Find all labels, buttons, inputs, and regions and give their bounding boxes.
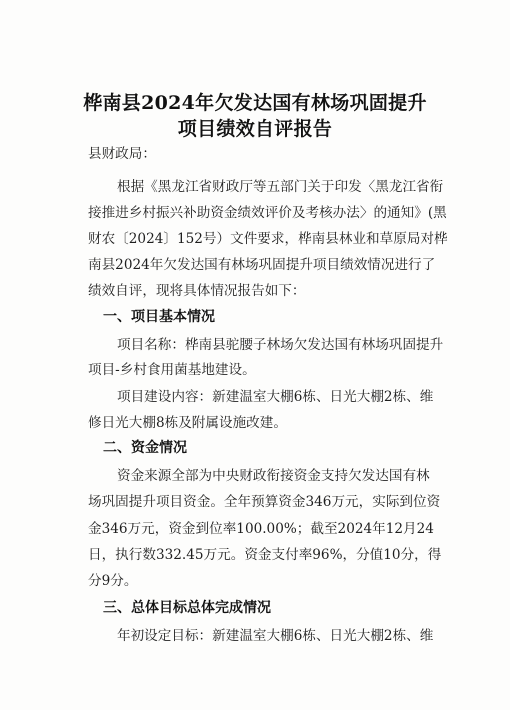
section1-line: 项目建设内容：新建温室大棚6栋、日光大棚2栋、维	[117, 389, 434, 405]
document-title-line2: 项目绩效自评报告	[177, 118, 333, 140]
section2-line: 日，执行数332.45万元。资金支付率96%，分值10分，得	[88, 547, 442, 563]
body-line: 接推进乡村振兴补助资金绩效评价及考核办法〉的通知》(黑	[88, 205, 447, 221]
section2-line: 资金来源全部为中央财政衔接资金支持欠发达国有林	[117, 468, 430, 484]
body-line: 根据《黑龙江省财政厅等五部门关于印发〈黑龙江省衔	[117, 179, 444, 195]
salutation: 县财政局：	[88, 146, 156, 162]
section2-line: 场巩固提升项目资金。全年预算资金346万元，实际到位资	[88, 494, 441, 510]
section2-line: 金346万元，资金到位率100.00%；截至2024年12月24	[88, 521, 434, 537]
document-title-line1: 桦南县2024年欠发达国有林场巩固提升	[83, 92, 427, 114]
section1-line: 项目-乡村食用菌基地建设。	[88, 362, 256, 378]
section-heading-funding: 二、资金情况	[103, 440, 187, 456]
section-heading-overall-goals: 三、总体目标总体完成情况	[103, 600, 271, 616]
section3-line: 年初设定目标：新建温室大棚6栋、日光大棚2栋、维	[117, 628, 434, 644]
section1-line: 修日光大棚8栋及附属设施改建。	[88, 415, 287, 431]
section1-line: 项目名称：桦南县驼腰子林场欠发达国有林场巩固提升	[117, 337, 444, 353]
body-line: 绩效自评，现将具体情况报告如下：	[88, 283, 306, 299]
section2-line: 分9分。	[88, 573, 138, 589]
body-line: 南县2024年欠发达国有林场巩固提升项目绩效情况进行了	[88, 257, 436, 273]
section-heading-basic-info: 一、项目基本情况	[103, 309, 215, 325]
body-line: 财农〔2024〕152号）文件要求，桦南县林业和草原局对桦	[88, 231, 448, 247]
